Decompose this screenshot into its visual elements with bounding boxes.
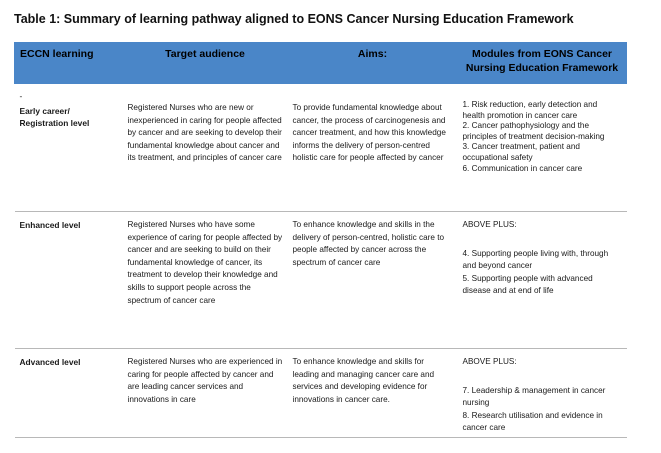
level-label-line2: Registration level bbox=[19, 118, 90, 129]
modules-intro: ABOVE PLUS: bbox=[462, 357, 517, 366]
header-target-audience: Target audience bbox=[123, 43, 288, 84]
modules-cell bbox=[458, 84, 627, 212]
table-row bbox=[15, 84, 627, 212]
table-header-row bbox=[15, 43, 627, 84]
header-modules-line1: Modules from EONS Cancer bbox=[471, 48, 613, 60]
module-item: 3. Cancer treatment, patient and occupational safety bbox=[462, 142, 580, 162]
modules-cell bbox=[458, 349, 627, 438]
level-label-line1: Early career/ bbox=[19, 105, 70, 116]
header-aims: Aims: bbox=[288, 43, 458, 84]
audience-cell: Registered Nurses who are experienced in caring for people affected by cancer and are leading cancer services and innovations in care bbox=[123, 349, 288, 438]
aims-cell: To enhance knowledge and skills in the delivery of person-centred, holistic care to people affected by cancer across the spectrum of cancer care bbox=[288, 212, 458, 349]
level-cell bbox=[15, 84, 123, 212]
modules-intro: ABOVE PLUS: bbox=[462, 220, 517, 229]
level-cell: Enhanced level bbox=[15, 212, 123, 349]
header-modules-line2: Nursing Education Framework bbox=[465, 62, 619, 74]
module-item: 4. Supporting people living with, through and beyond cancer bbox=[462, 248, 609, 271]
module-item: 6. Communication in cancer care bbox=[462, 163, 583, 173]
level-cell: Advanced level bbox=[15, 349, 123, 438]
audience-cell: Registered Nurses who have some experience of caring for people affected by cancer and are seeking to build on their fundamental knowledge of cancer, its treatment to develop their knowledge and skills to support people across the spectrum of cancer care bbox=[123, 212, 288, 349]
aims-cell: To provide fundamental knowledge about cancer, the process of carcinogenesis and cancer treatment, and how this knowledge informs the delivery of person-centred holistic care for people affected by cancer bbox=[288, 84, 458, 212]
level-dash: - bbox=[19, 91, 23, 101]
module-item: 2. Cancer pathophysiology and the principles of treatment decision-making bbox=[462, 121, 605, 141]
modules-cell bbox=[458, 212, 627, 349]
audience-cell: Registered Nurses who are new or inexperienced in caring for people affected by cancer and are seeking to develop their fundamental knowledge about cancer and its treatment, and principles of cancer care bbox=[123, 84, 288, 212]
aims-cell: To enhance knowledge and skills for leading and managing cancer care and services and developing evidence for innovations in cancer care. bbox=[288, 349, 458, 438]
header-modules bbox=[458, 43, 627, 84]
module-item: 7. Leadership & management in cancer nursing bbox=[462, 385, 606, 408]
table-row bbox=[15, 212, 627, 349]
module-item: 1. Risk reduction, early detection and health promotion in cancer care bbox=[462, 100, 598, 120]
learning-pathway-table bbox=[14, 42, 627, 438]
table-row bbox=[15, 349, 627, 438]
header-eccn-learning: ECCN learning bbox=[15, 43, 123, 84]
module-item: 8. Research utilisation and evidence in cancer care bbox=[462, 410, 603, 433]
table-caption: Table 1: Summary of learning pathway aligned to EONS Cancer Nursing Education Framework bbox=[14, 12, 574, 26]
module-item: 5. Supporting people with advanced disease and at end of life bbox=[462, 273, 593, 296]
